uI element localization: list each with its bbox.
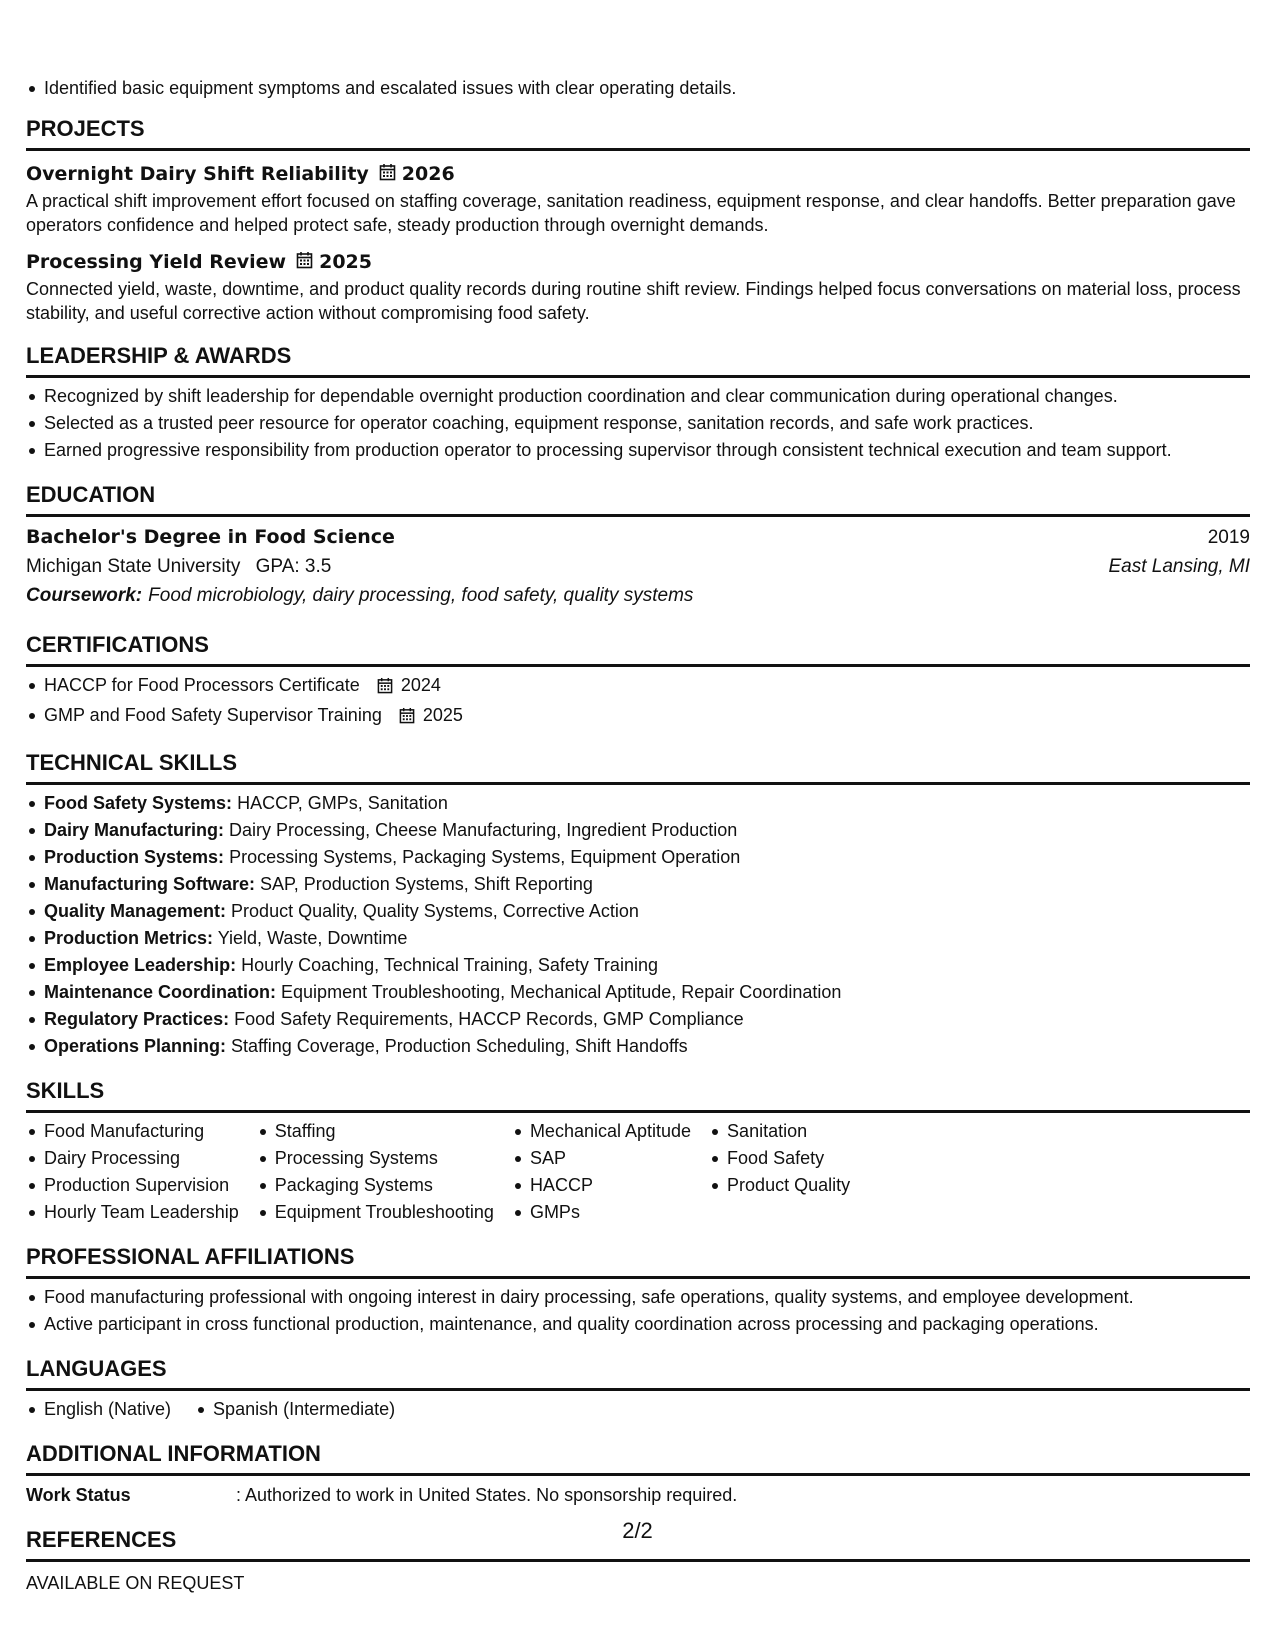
skill-values: Hourly Coaching, Technical Training, Safety Training bbox=[241, 955, 658, 975]
education-degree-row bbox=[26, 523, 1250, 552]
coursework-label: Coursework: bbox=[26, 585, 143, 606]
skill-category: Manufacturing Software: bbox=[44, 874, 256, 894]
list-item bbox=[26, 979, 1250, 1006]
list-item bbox=[26, 790, 1250, 817]
skills-column bbox=[257, 1118, 494, 1226]
section-title: SKILLS bbox=[26, 1078, 105, 1103]
page-number: 2/2 bbox=[622, 1518, 653, 1543]
languages-section bbox=[26, 1356, 1250, 1423]
affiliations-section bbox=[26, 1244, 1250, 1338]
certification-year: 2025 bbox=[422, 705, 463, 725]
skill-category: Quality Management: bbox=[44, 901, 227, 921]
technical-skills-section bbox=[26, 750, 1250, 1060]
section-divider bbox=[26, 1473, 1250, 1476]
list-item bbox=[26, 952, 1250, 979]
work-status-value: : Authorized to work in United States. No sponsorship required. bbox=[236, 1485, 738, 1505]
skill-values: Equipment Troubleshooting, Mechanical Aptitude, Repair Coordination bbox=[281, 982, 842, 1002]
experience-tail-list bbox=[26, 75, 1250, 102]
section-title: PROFESSIONAL AFFILIATIONS bbox=[26, 1244, 355, 1269]
list-item: Hourly Team Leadership bbox=[26, 1199, 239, 1226]
section-title: LANGUAGES bbox=[26, 1356, 167, 1381]
list-item: Active participant in cross functional production, maintenance, and quality coordination across processing and packaging operations. bbox=[26, 1311, 1250, 1338]
list-item bbox=[26, 925, 1250, 952]
calendar-icon bbox=[399, 705, 415, 732]
project-description: A practical shift improvement effort focused on staffing coverage, sanitation readiness, equipment response, and clear handoffs. Better preparation gave operators confidence and helped protect safe, steady production through overnight demands. bbox=[26, 191, 1236, 235]
school-location: East Lansing, MI bbox=[1108, 556, 1250, 577]
section-title: ADDITIONAL INFORMATION bbox=[26, 1441, 321, 1466]
certification-year: 2024 bbox=[400, 675, 441, 695]
list-item: Mechanical Aptitude bbox=[512, 1118, 691, 1145]
additional-info-section bbox=[26, 1441, 1250, 1509]
work-status-row bbox=[26, 1482, 1250, 1509]
list-item: English (Native) bbox=[26, 1396, 171, 1423]
project-year: 2026 bbox=[401, 163, 455, 185]
section-title: EDUCATION bbox=[26, 482, 156, 507]
skill-category: Operations Planning: bbox=[44, 1036, 227, 1056]
projects-section bbox=[26, 116, 1250, 325]
list-item: Production Supervision bbox=[26, 1172, 239, 1199]
list-item: HACCP bbox=[512, 1172, 691, 1199]
certification-name: GMP and Food Safety Supervisor Training bbox=[44, 705, 382, 725]
list-item: Dairy Processing bbox=[26, 1145, 239, 1172]
skills-column bbox=[512, 1118, 691, 1226]
skill-category: Production Metrics: bbox=[44, 928, 214, 948]
gpa: GPA: 3.5 bbox=[255, 556, 332, 577]
section-title: LEADERSHIP & AWARDS bbox=[26, 343, 292, 368]
coursework-text: Food microbiology, dairy processing, food safety, quality systems bbox=[148, 585, 694, 606]
list-item: Recognized by shift leadership for dependable overnight production coordination and clear communication during operational changes. bbox=[26, 383, 1250, 410]
skill-category: Employee Leadership: bbox=[44, 955, 237, 975]
section-title: CERTIFICATIONS bbox=[26, 632, 209, 657]
list-item: SAP bbox=[512, 1145, 691, 1172]
section-divider bbox=[26, 1388, 1250, 1391]
list-item: Spanish (Intermediate) bbox=[195, 1396, 395, 1423]
skills-grid bbox=[26, 1118, 1250, 1226]
list-item: Selected as a trusted peer resource for operator coaching, equipment response, sanitation records, and safe work practices. bbox=[26, 410, 1250, 437]
education-section bbox=[26, 482, 1250, 610]
section-divider bbox=[26, 375, 1250, 378]
list-item: Food manufacturing professional with ongoing interest in dairy processing, safe operations, quality systems, and employee development. bbox=[26, 1284, 1250, 1311]
list-item bbox=[26, 1006, 1250, 1033]
skill-values: Staffing Coverage, Production Scheduling, Shift Handoffs bbox=[231, 1036, 688, 1056]
list-item: Food Manufacturing bbox=[26, 1118, 239, 1145]
project-year: 2025 bbox=[319, 251, 372, 273]
list-item: Staffing bbox=[257, 1118, 494, 1145]
section-divider bbox=[26, 1110, 1250, 1113]
list-item: GMPs bbox=[512, 1199, 691, 1226]
list-item: Equipment Troubleshooting bbox=[257, 1199, 494, 1226]
section-title: REFERENCES bbox=[26, 1527, 177, 1552]
education-school-row bbox=[26, 552, 1250, 581]
section-divider bbox=[26, 148, 1250, 151]
section-title: TECHNICAL SKILLS bbox=[26, 750, 238, 775]
list-item: Product Quality bbox=[709, 1172, 850, 1199]
project-description: Connected yield, waste, downtime, and product quality records during routine shift review. Findings helped focus conversations on material loss, process stability, and useful corrective action without compromising food safety. bbox=[26, 279, 1241, 323]
certifications-section bbox=[26, 632, 1250, 732]
section-divider bbox=[26, 782, 1250, 785]
skills-column bbox=[709, 1118, 850, 1226]
skill-category: Dairy Manufacturing: bbox=[44, 820, 225, 840]
school-name: Michigan State University bbox=[26, 556, 241, 577]
project-name: Overnight Dairy Shift Reliability bbox=[26, 163, 369, 185]
list-item bbox=[26, 898, 1250, 925]
leadership-section bbox=[26, 343, 1250, 464]
skill-values: Processing Systems, Packaging Systems, Equipment Operation bbox=[229, 847, 741, 867]
skills-section bbox=[26, 1078, 1250, 1226]
skill-values: Product Quality, Quality Systems, Corrective Action bbox=[231, 901, 639, 921]
list-item: Food Safety bbox=[709, 1145, 850, 1172]
degree-name: Bachelor's Degree in Food Science bbox=[26, 526, 395, 548]
list-item: Sanitation bbox=[709, 1118, 850, 1145]
project-header bbox=[26, 159, 1250, 189]
section-divider bbox=[26, 664, 1250, 667]
list-item: Packaging Systems bbox=[257, 1172, 494, 1199]
calendar-icon bbox=[379, 163, 396, 186]
references-text: AVAILABLE ON REQUEST bbox=[26, 1573, 245, 1593]
list-item: Identified basic equipment symptoms and escalated issues with clear operating details. bbox=[26, 75, 1250, 102]
calendar-icon bbox=[296, 251, 313, 274]
skill-category: Production Systems: bbox=[44, 847, 225, 867]
list-item bbox=[26, 871, 1250, 898]
certification-name: HACCP for Food Processors Certificate bbox=[44, 675, 360, 695]
list-item: Earned progressive responsibility from production operator to processing supervisor through consistent technical execution and team support. bbox=[26, 437, 1250, 464]
list-item: Processing Systems bbox=[257, 1145, 494, 1172]
graduation-year: 2019 bbox=[1207, 527, 1250, 548]
technical-skills-list bbox=[26, 790, 1250, 1060]
list-item bbox=[26, 844, 1250, 871]
skill-category: Food Safety Systems: bbox=[44, 793, 233, 813]
skills-column bbox=[26, 1118, 239, 1226]
affiliations-list bbox=[26, 1284, 1250, 1338]
skill-category: Regulatory Practices: bbox=[44, 1009, 230, 1029]
leadership-list bbox=[26, 383, 1250, 464]
skill-values: Food Safety Requirements, HACCP Records, GMP Compliance bbox=[234, 1009, 744, 1029]
skill-values: Dairy Processing, Cheese Manufacturing, Ingredient Production bbox=[229, 820, 738, 840]
project-header bbox=[26, 247, 1250, 277]
list-item bbox=[26, 672, 1250, 702]
skill-values: HACCP, GMPs, Sanitation bbox=[237, 793, 448, 813]
list-item bbox=[26, 1033, 1250, 1060]
list-item bbox=[26, 702, 1250, 732]
list-item bbox=[26, 817, 1250, 844]
section-divider bbox=[26, 1559, 1250, 1562]
calendar-icon bbox=[377, 675, 393, 702]
skill-category: Maintenance Coordination: bbox=[44, 982, 277, 1002]
skill-values: Yield, Waste, Downtime bbox=[217, 928, 408, 948]
resume-content bbox=[26, 0, 1250, 1597]
project-name: Processing Yield Review bbox=[26, 251, 287, 273]
section-divider bbox=[26, 1276, 1250, 1279]
section-divider bbox=[26, 514, 1250, 517]
languages-list bbox=[26, 1396, 1250, 1423]
section-title: PROJECTS bbox=[26, 116, 145, 141]
certifications-list bbox=[26, 672, 1250, 732]
skill-values: SAP, Production Systems, Shift Reporting bbox=[260, 874, 593, 894]
work-status-label: Work Status bbox=[26, 1485, 131, 1505]
coursework-row bbox=[26, 581, 1250, 610]
